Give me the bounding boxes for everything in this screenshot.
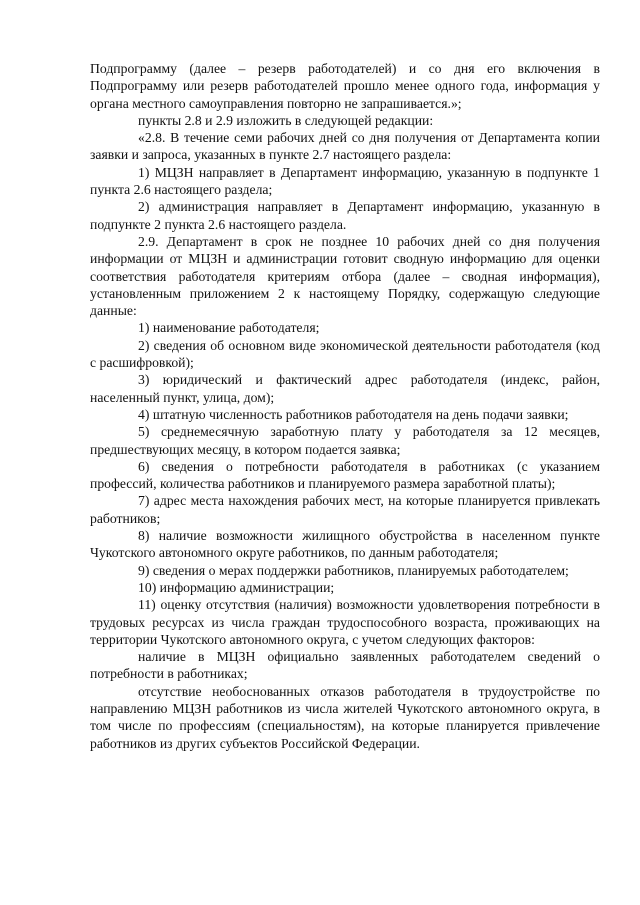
paragraph-2-9: 2.9. Департамент в срок не позднее 10 рабочих дней со дня получения информации от МЦЗН и администрации готовит сводную информацию для оценки соответствия работодателя критериям отбора (далее – сводная информация), установленным приложением 2 к настоящему Порядку, содержащую следующие данные: xyxy=(90,233,600,319)
list-item-1: 1) наименование работодателя; xyxy=(138,320,320,336)
paragraph-continuation: Подпрограмму (далее – резерв работодателей) и со дня его включения в Подпрограмму или резерв работодателей прошло менее одного года, информация у органа местного самоуправления повторно не запрашивается.»; xyxy=(90,61,600,111)
list-item-8: 8) наличие возможности жилищного обустройства в населенном пункте Чукотского автономного округе работников, по данным работодателя; xyxy=(90,528,600,561)
factor-item-1: наличие в МЦЗН официально заявленных работодателем сведений о потребности в работниках; xyxy=(90,649,600,682)
list-item-5: 5) среднемесячную заработную плату у работодателя за 12 месяцев, предшествующих месяцу, в котором подается заявка; xyxy=(90,424,600,457)
list-item-6: 6) сведения о потребности работодателя в работниках (с указанием профессий, количества работников и планируемого размера заработной платы); xyxy=(90,458,600,492)
paragraph-2-8-item-1: 1) МЦЗН направляет в Департамент информацию, указанную в подпункте 1 пункта 2.6 настоящего раздела; xyxy=(90,164,600,198)
list-item-9: 9) сведения о мерах поддержки работников, планируемых работодателем; xyxy=(138,562,569,578)
paragraph-2-8-item-2: 2) администрация направляет в Департамент информацию, указанную в подпункте 2 пункта 2.6 настоящего раздела. xyxy=(90,199,600,232)
list-item-10: 10) информацию администрации; xyxy=(138,579,335,595)
list-item-11: 11) оценку отсутствия (наличия) возможности удовлетворения потребности в трудовых ресурсах из числа граждан трудоспособного возраста, проживающих на территории Чукотского автономного округа, с учетом следующих факторов: xyxy=(90,597,600,647)
paragraph-2-8: «2.8. В течение семи рабочих дней со дня получения от Департамента копии заявки и запроса, указанных в пункте 2.7 настоящего раздела: xyxy=(90,130,600,163)
list-item-4: 4) штатную численность работников работодателя на день подачи заявки; xyxy=(138,406,569,422)
list-item-2: 2) сведения об основном виде экономической деятельности работодателя (код с расшифровкой); xyxy=(90,337,600,371)
document-body xyxy=(90,60,600,752)
factor-item-2: отсутствие необоснованных отказов работодателя в трудоустройстве по направлению МЦЗН работников из числа жителей Чукотского автономного округа, в том числе по профессиям (специальностям), на которые планируется привлечение работников из других субъектов Российской Федерации. xyxy=(90,683,600,751)
list-item-3: 3) юридический и фактический адрес работодателя (индекс, район, населенный пункт, улица, дом); xyxy=(90,372,600,405)
list-item-7: 7) адрес места нахождения рабочих мест, на которые планируется привлекать работников; xyxy=(90,493,600,526)
paragraph-amendment-intro: пункты 2.8 и 2.9 изложить в следующей редакции: xyxy=(138,112,434,128)
